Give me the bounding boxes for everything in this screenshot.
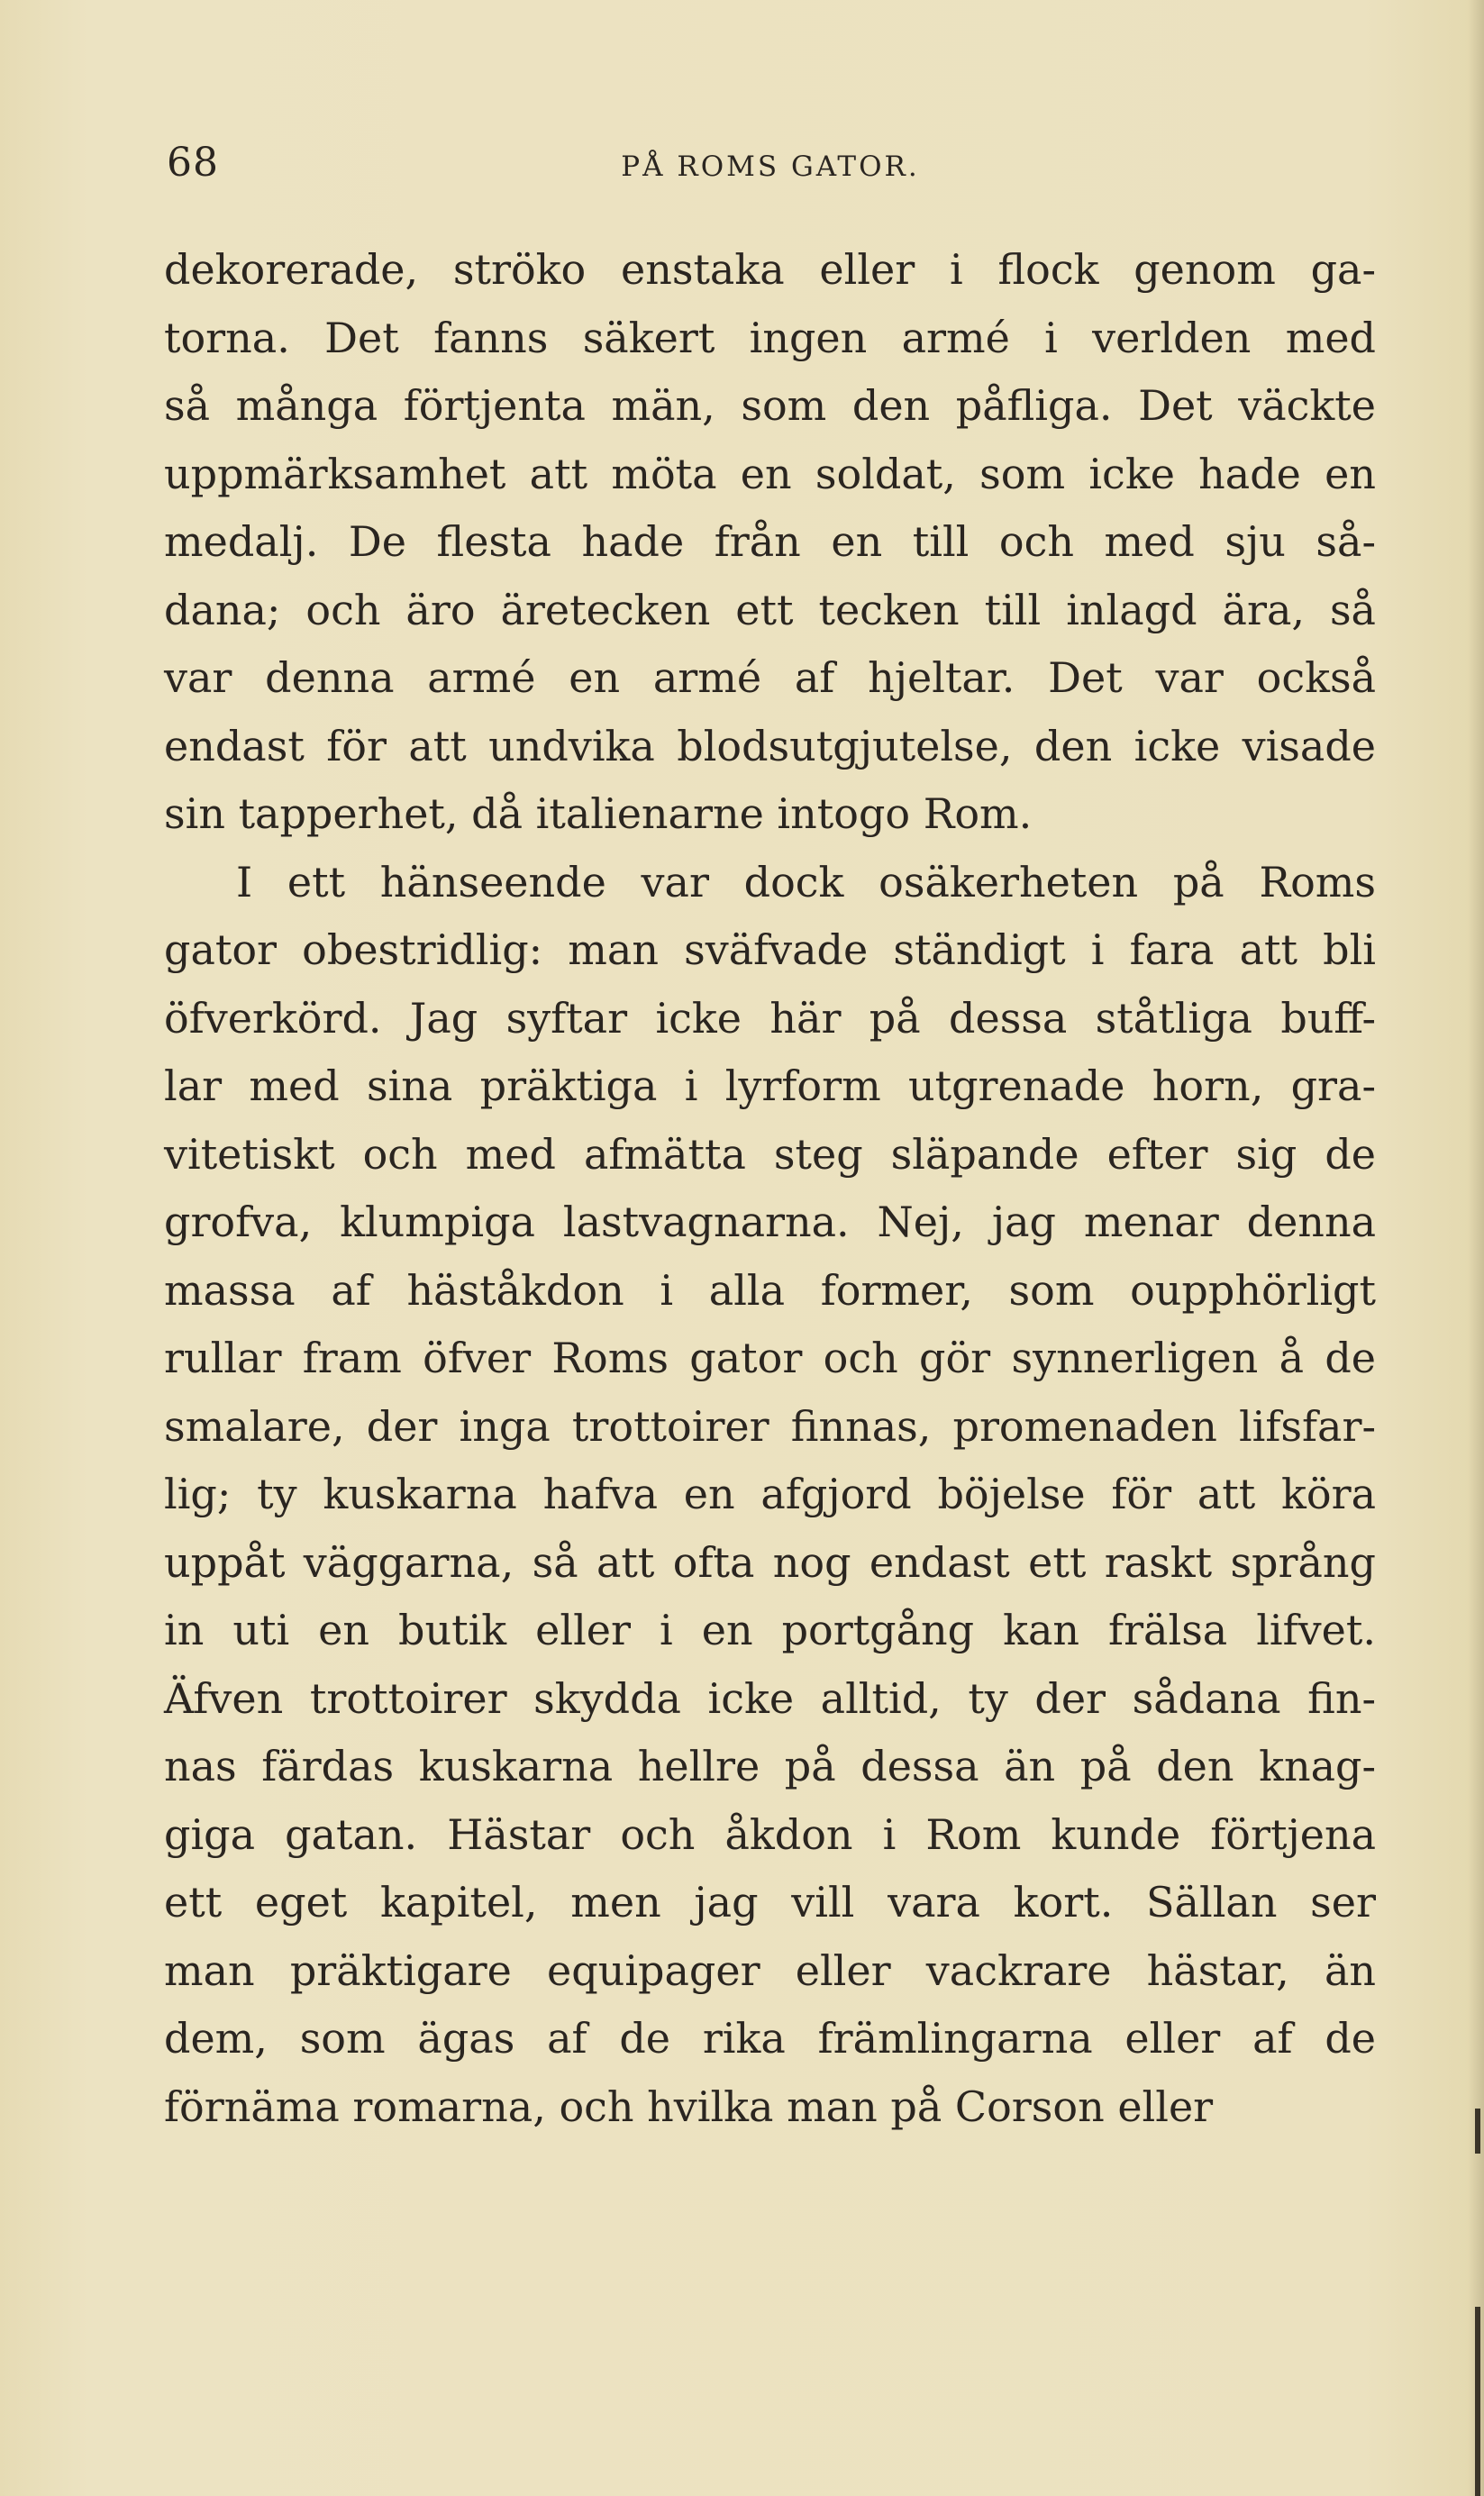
text-line: lar med sina präktiga i lyrform utgrenade horn, gra-: [164, 1061, 1376, 1110]
text-line: man präktigare equipager eller vackrare hästar, än: [164, 1945, 1376, 1995]
text-line: ett eget kapitel, men jag vill vara kort. Sällan ser: [164, 1878, 1376, 1927]
text-line: massa af häståkdon i alla former, som oupphörligt: [164, 1265, 1376, 1315]
text-line: uppmärksamhet att möta en soldat, som icke hade en: [164, 449, 1376, 498]
text-line: I ett hänseende var dock osäkerheten på Roms: [236, 857, 1376, 906]
text-line: nas färdas kuskarna hellre på dessa än på den knag-: [164, 1742, 1376, 1790]
text-line: gator obestridlig: man sväfvade ständigt i fara att bli: [164, 925, 1376, 974]
text-line: dana; och äro äretecken ett tecken till inlagd ära, så: [164, 585, 1376, 634]
text-line: lig; ty kuskarna hafva en afgjord böjelse för att köra: [164, 1470, 1376, 1518]
text-line: så många förtjenta män, som den påfliga. Det väckte: [164, 381, 1376, 430]
text-line: dekorerade, ströko enstaka eller i flock genom ga-: [164, 245, 1376, 294]
text-line: var denna armé en armé af hjeltar. Det var också: [164, 653, 1376, 702]
text-line: grofva, klumpiga lastvagnarna. Nej, jag menar denna: [164, 1198, 1376, 1246]
text-line: medalj. De flesta hade från en till och med sju så-: [164, 517, 1376, 566]
text-line: smalare, der inga trottoirer finnas, promenaden lifsfar-: [164, 1401, 1376, 1451]
paragraph: [164, 849, 1376, 2142]
page-header: [167, 140, 1374, 194]
body-text: [164, 236, 1376, 2141]
text-line: sin tapperhet, då italienarne intogo Rom.: [164, 789, 1033, 838]
text-line: vitetiskt och med afmätta steg släpande efter sig de: [164, 1129, 1376, 1179]
text-line: förnäma romarna, och hvilka man på Corson eller: [164, 2082, 1214, 2131]
page-number: 68: [167, 140, 219, 186]
text-line: uppåt väggarna, så att ofta nog endast ett raskt språng: [164, 1537, 1376, 1587]
page-edge-mark: [1475, 2109, 1480, 2154]
paragraph: [164, 236, 1376, 849]
text-line: in uti en butik eller i en portgång kan frälsa lifvet.: [164, 1606, 1376, 1654]
running-title: PÅ ROMS GATOR.: [621, 150, 920, 183]
page-edge-mark: [1475, 2307, 1480, 2496]
text-line: endast för att undvika blodsutgjutelse, den icke visade: [164, 721, 1376, 770]
text-line: giga gatan. Hästar och åkdon i Rom kunde förtjena: [164, 1809, 1376, 1859]
text-line: torna. Det fanns säkert ingen armé i verlden med: [164, 313, 1376, 362]
text-line: öfverkörd. Jag syftar icke här på dessa ståtliga buff-: [164, 993, 1376, 1043]
text-line: rullar fram öfver Roms gator och gör synnerligen å de: [164, 1334, 1376, 1382]
text-line: dem, som ägas af de rika främlingarna eller af de: [164, 2014, 1376, 2063]
text-line: Äfven trottoirer skydda icke alltid, ty der sådana fin-: [164, 1673, 1376, 1723]
